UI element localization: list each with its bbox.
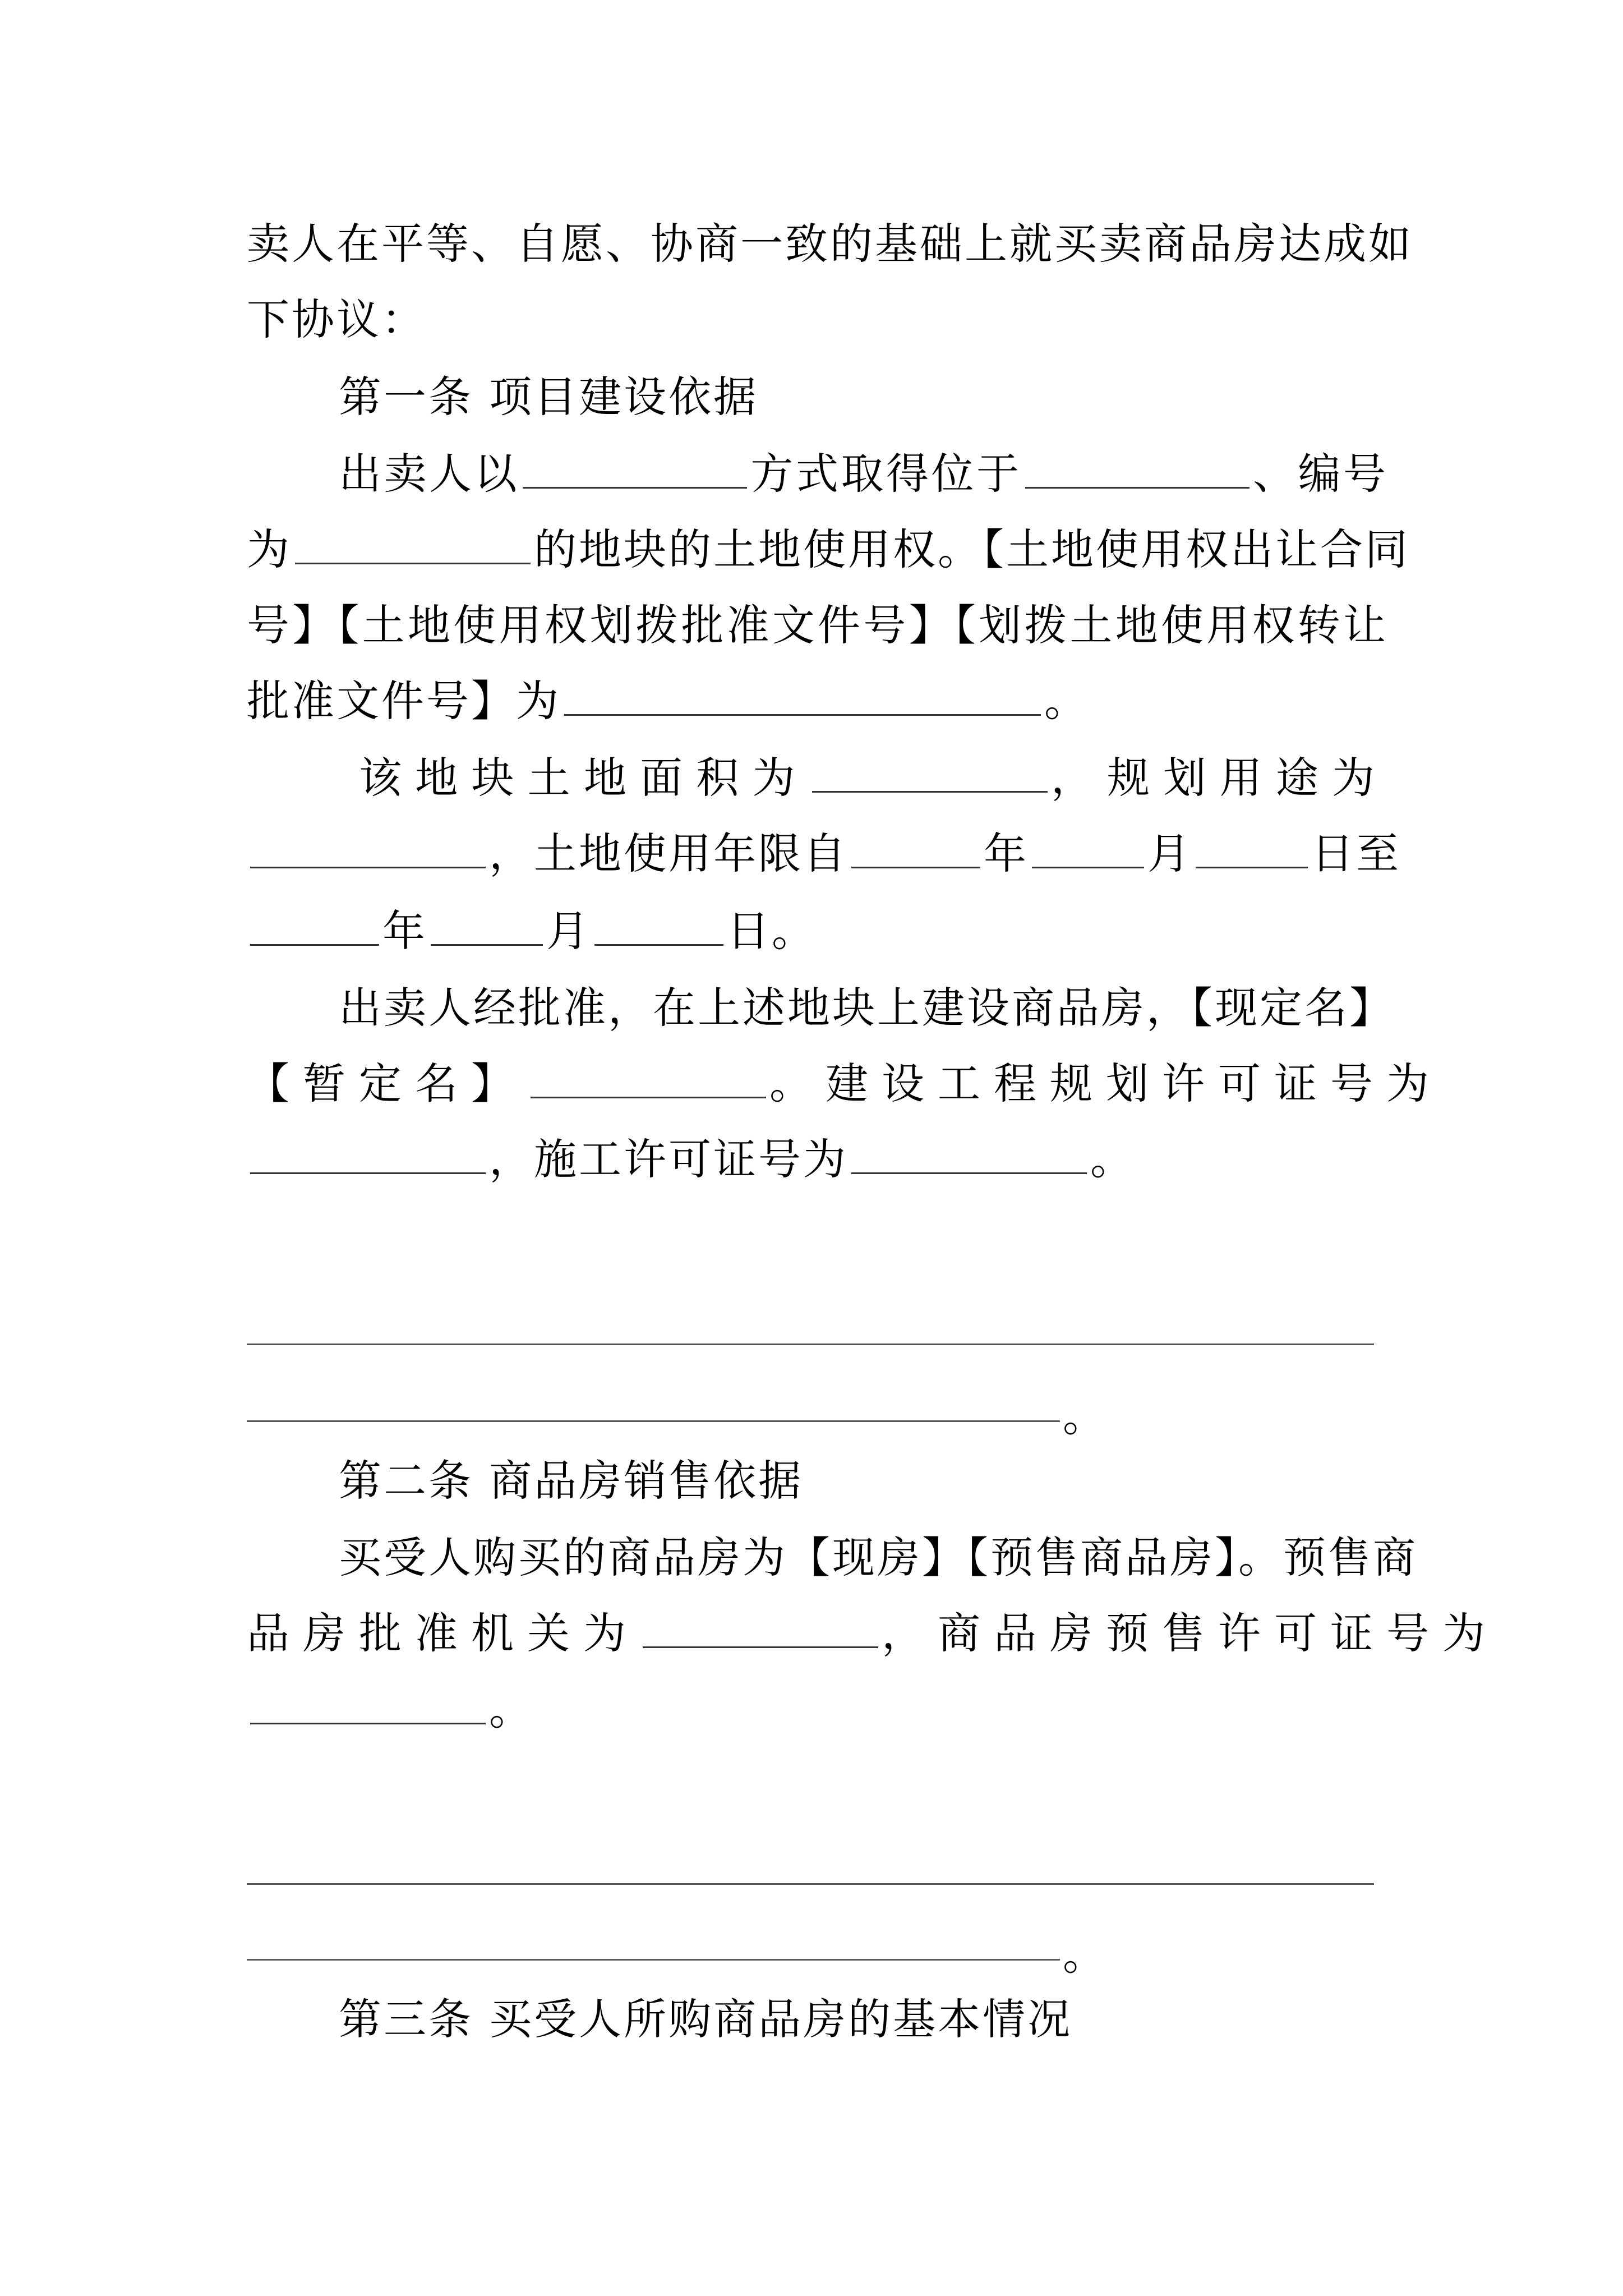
text-segment: 。: [1090, 1134, 1135, 1184]
blank-field[interactable]: [812, 757, 1048, 793]
blank-field[interactable]: [851, 1139, 1087, 1174]
text-segment: 日。: [727, 906, 817, 956]
paragraph-line: [247, 662, 1089, 740]
blank-field[interactable]: [523, 453, 747, 489]
text-segment: 的地块的土地使用权。【土地使用权出让合同: [534, 524, 1410, 574]
end-mark: 。: [1063, 1930, 1105, 1980]
blank-field[interactable]: [1032, 833, 1144, 868]
paragraph-line: [247, 1671, 534, 1749]
text-segment: 品房批准机关为: [247, 1608, 639, 1658]
text-segment: 批准文件号】为: [247, 676, 561, 726]
text-segment: ，土地使用年限自: [489, 829, 848, 878]
paragraph-line: [247, 892, 817, 970]
paragraph-line: [339, 435, 1388, 513]
blank-rule[interactable]: [247, 1883, 1374, 1885]
paragraph-line: [247, 815, 1401, 893]
text-segment: ，施工许可证号为: [489, 1134, 848, 1184]
blank-rule[interactable]: [247, 1959, 1060, 1961]
blank-field[interactable]: [295, 529, 531, 564]
text-segment: 方式取得位于: [750, 449, 1022, 499]
paragraph-line: [247, 1045, 1442, 1123]
text-segment: ，规划用途为: [1050, 753, 1389, 803]
text-segment: 。: [1044, 676, 1089, 726]
blank-field[interactable]: [643, 1613, 878, 1648]
article-2-heading: 第二条 商品房销售依据: [339, 1456, 804, 1506]
text-segment: 为: [247, 524, 292, 574]
blank-field[interactable]: [1025, 453, 1249, 489]
blank-field[interactable]: [250, 910, 379, 946]
paragraph-line: 卖人在平等、自愿、协商一致的基础上就买卖商品房达成如: [247, 219, 1413, 269]
paragraph-line: [247, 1594, 1498, 1673]
paragraph-line: 出卖人经批准，在上述地块上建设商品房，【现定名】: [339, 983, 1394, 1033]
blank-field[interactable]: [531, 1063, 766, 1098]
paragraph-line: 买受人购买的商品房为【现房】【预售商品房】。预售商: [339, 1533, 1418, 1582]
blank-field[interactable]: [594, 910, 723, 946]
text-segment: 、编号: [1252, 449, 1388, 499]
text-segment: 月: [546, 906, 591, 956]
paragraph-line: [359, 739, 1388, 817]
text-segment: 该地块土地面积为: [359, 753, 809, 803]
text-segment: 日至: [1311, 829, 1401, 878]
text-segment: 。建设工程规划许可证号为: [769, 1059, 1442, 1108]
text-segment: 年: [984, 829, 1029, 878]
end-mark: 。: [1063, 1391, 1105, 1441]
blank-field[interactable]: [250, 1689, 486, 1724]
blank-field[interactable]: [250, 833, 486, 868]
text-segment: 。: [489, 1685, 534, 1734]
text-segment: 出卖人以: [339, 449, 519, 499]
paragraph-line: [247, 510, 1410, 589]
blank-rule[interactable]: [247, 1343, 1374, 1345]
blank-field[interactable]: [1196, 833, 1308, 868]
text-segment: 月: [1147, 829, 1192, 878]
blank-field[interactable]: [564, 680, 1041, 716]
blank-field[interactable]: [250, 1139, 486, 1174]
text-segment: ，商品房预售许可证号为: [882, 1608, 1498, 1658]
article-3-heading: 第三条 买受人所购商品房的基本情况: [339, 1994, 1073, 2044]
paragraph-line: 下协议：: [247, 295, 426, 344]
text-segment: 【暂定名】: [247, 1059, 527, 1108]
blank-field[interactable]: [851, 833, 980, 868]
article-1-heading: 第一条 项目建设依据: [339, 372, 759, 422]
blank-field[interactable]: [431, 910, 543, 946]
blank-rule[interactable]: [247, 1420, 1060, 1422]
paragraph-line: 号】【土地使用权划拨批准文件号】【划拨土地使用权转让: [247, 600, 1388, 650]
paragraph-line: [247, 1120, 1135, 1199]
text-segment: 年: [382, 906, 427, 956]
